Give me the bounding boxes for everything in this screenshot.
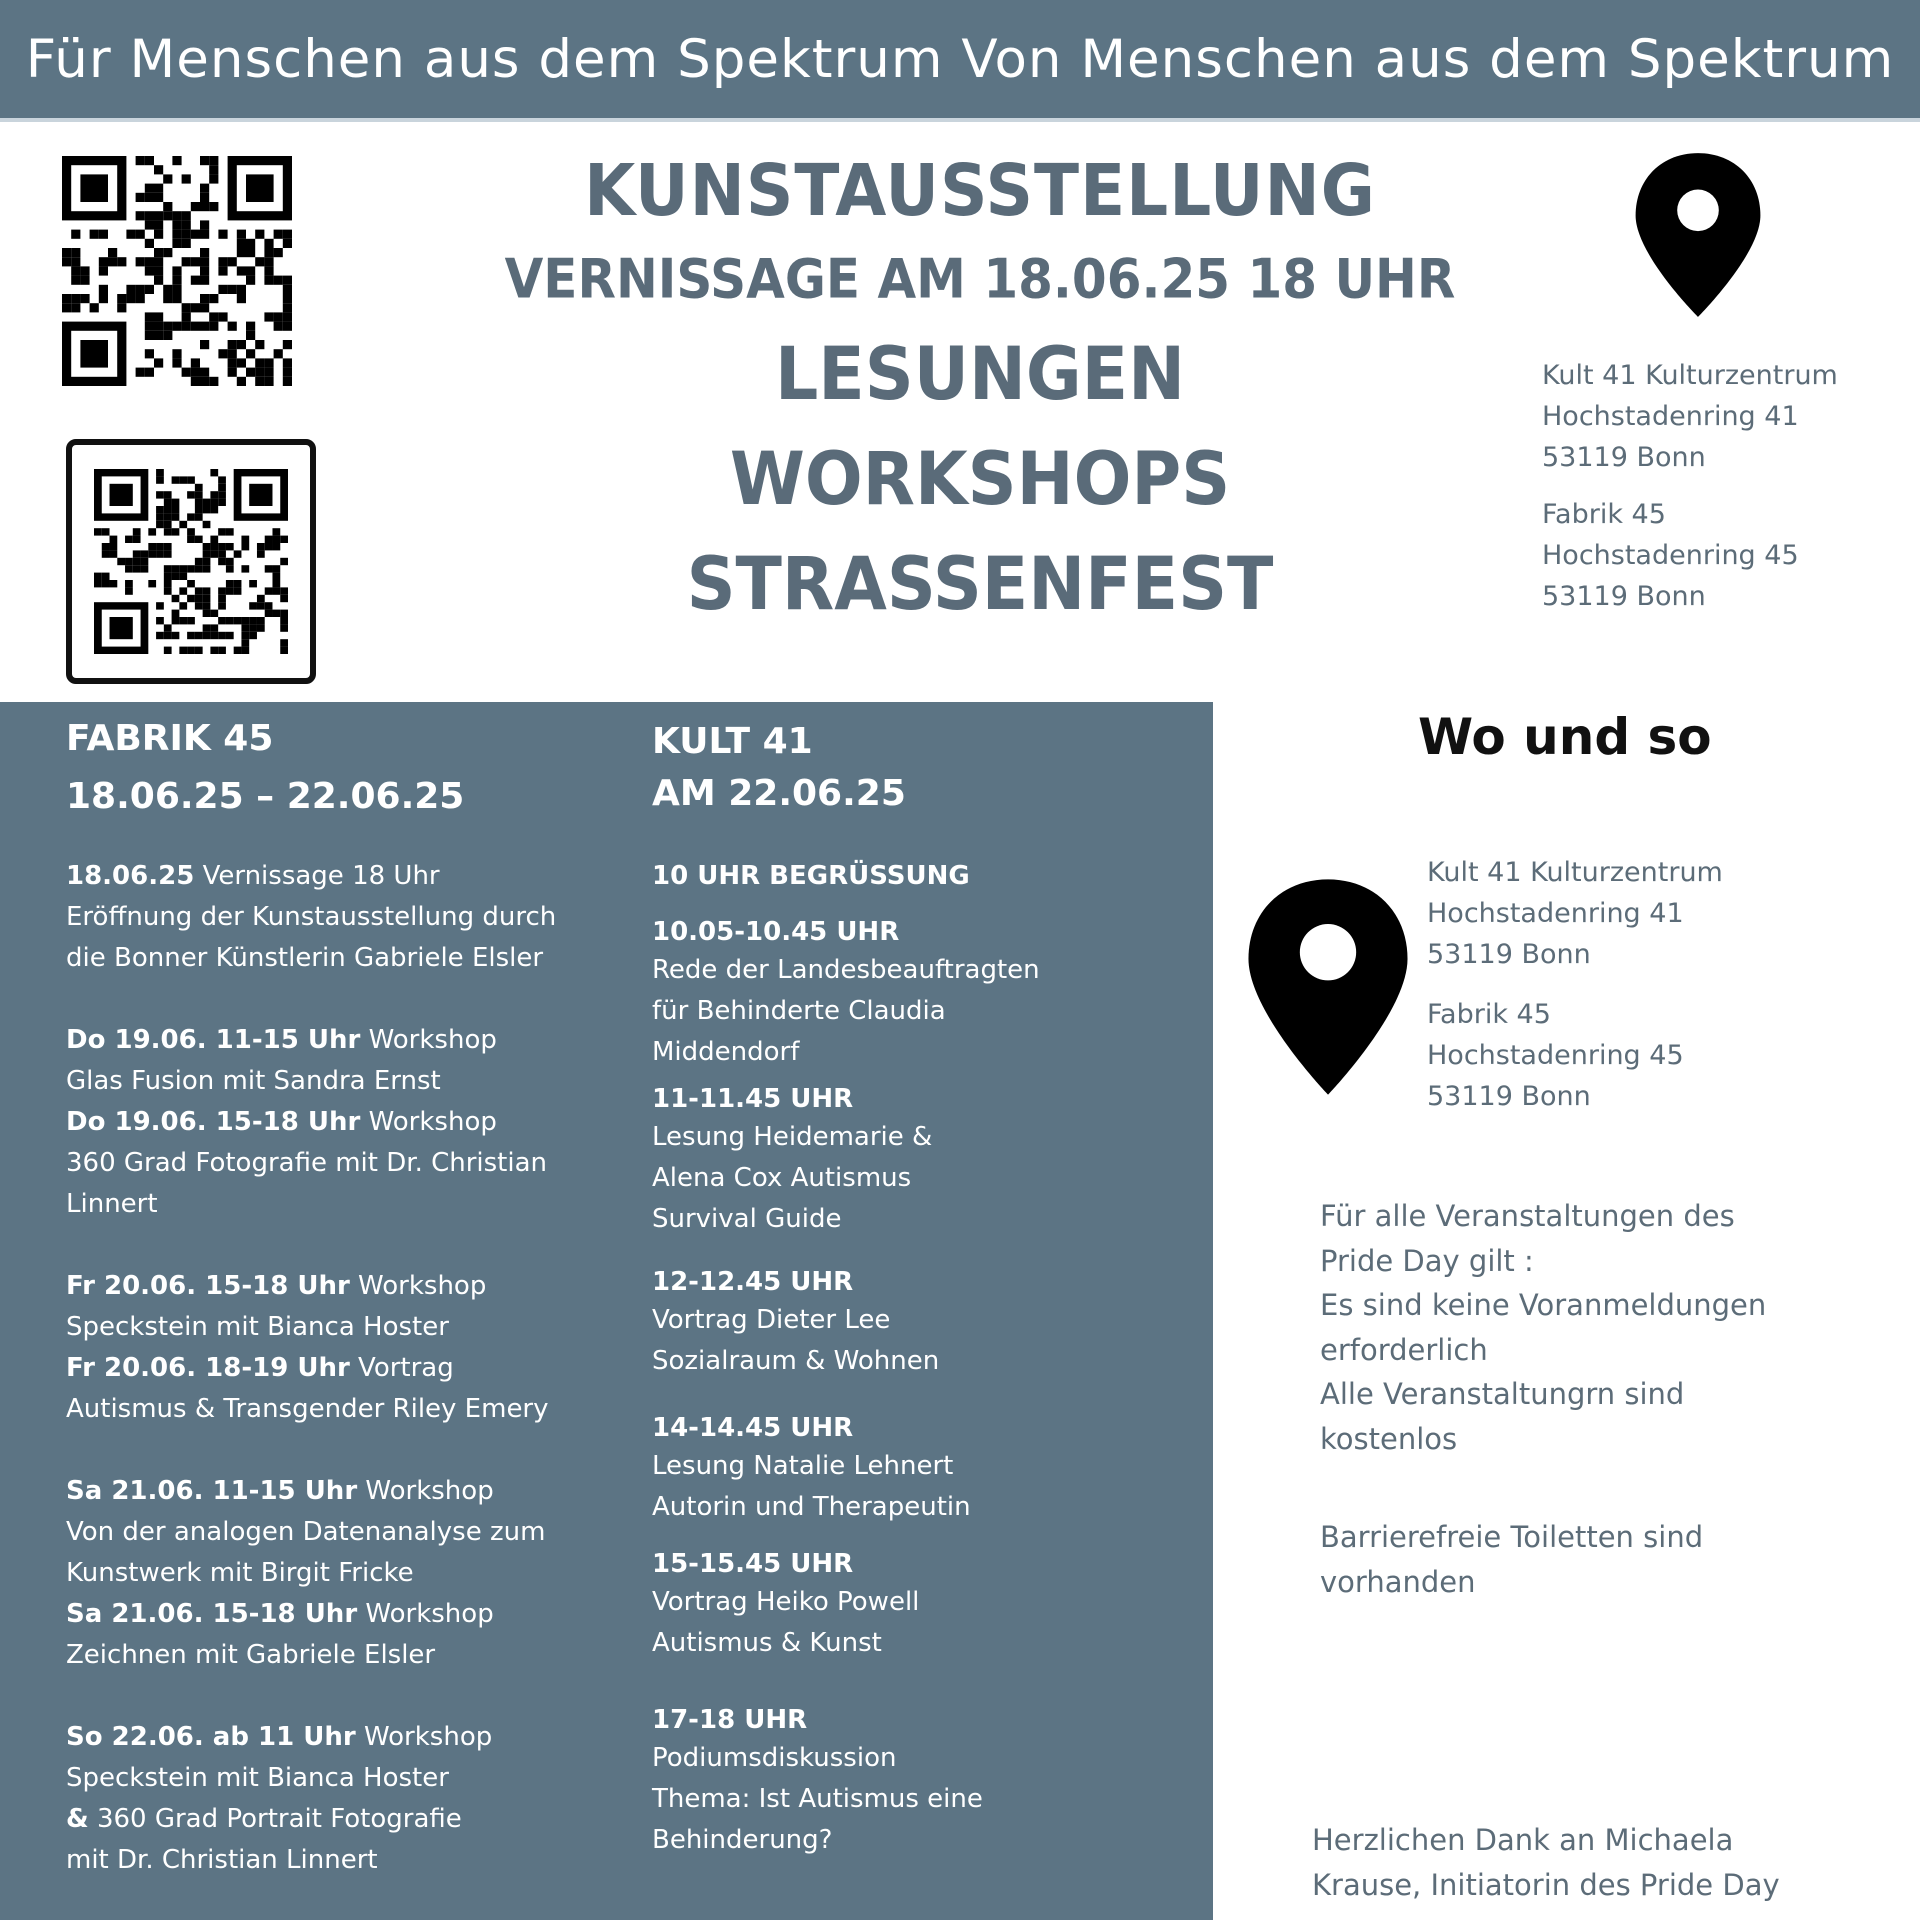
info-line: erforderlich — [1320, 1332, 1488, 1367]
event-entry: Do 19.06. 15-18 Uhr Workshop — [66, 1107, 497, 1137]
session-line: Lesung Natalie Lehnert — [652, 1451, 954, 1481]
session-line: für Behinderte Claudia — [652, 996, 946, 1026]
session-time: 12-12.45 UHR — [652, 1267, 854, 1297]
session-time: 17-18 UHR — [652, 1705, 808, 1735]
session-line: Behinderung? — [652, 1825, 833, 1855]
session-line: Survival Guide — [652, 1204, 842, 1234]
event-line: 360 Grad Fotografie mit Dr. Christian — [66, 1148, 548, 1178]
session-time: 14-14.45 UHR — [652, 1413, 854, 1443]
address-line: 53119 Bonn — [1542, 581, 1706, 612]
event-line: Glas Fusion mit Sandra Ernst — [66, 1066, 441, 1096]
event-line: Speckstein mit Bianca Hoster — [66, 1763, 449, 1793]
qr-code-icon[interactable] — [66, 439, 316, 684]
kult-schedule — [652, 716, 1192, 1861]
banner-title: Für Menschen aus dem Spektrum Von Menschen aus dem Spektrum — [25, 28, 1895, 90]
info-line: kostenlos — [1320, 1421, 1458, 1456]
event-line: Kunstwerk mit Birgit Fricke — [66, 1558, 414, 1588]
event-entry: Fr 20.06. 15-18 Uhr Workshop — [66, 1271, 487, 1301]
location-pin-icon — [1245, 876, 1411, 1098]
event-line: mit Dr. Christian Linnert — [66, 1845, 378, 1875]
info-line: Es sind keine Voranmeldungen — [1320, 1288, 1767, 1322]
kult-title: KULT 41 — [652, 721, 813, 762]
info-line: Alle Veranstaltungrn sind — [1320, 1377, 1685, 1411]
headline-strassenfest: STRASSENFEST — [686, 541, 1274, 628]
address-line: Kult 41 Kulturzentrum — [1427, 857, 1723, 888]
session-line: Sozialraum & Wohnen — [652, 1346, 940, 1376]
address-line: Kult 41 Kulturzentrum — [1542, 360, 1838, 391]
info-registration — [1320, 1194, 1766, 1461]
address-line: Hochstadenring 41 — [1427, 898, 1684, 929]
address-line: Fabrik 45 — [1542, 499, 1666, 530]
headline-workshops: WORKSHOPS — [729, 436, 1231, 523]
headline-vernissage: VERNISSAGE AM 18.06.25 18 UHR — [504, 247, 1456, 311]
event-line: Zeichnen mit Gabriele Elsler — [66, 1640, 436, 1670]
event-line: & 360 Grad Portrait Fotografie — [66, 1804, 462, 1834]
event-line: Autismus & Transgender Riley Emery — [66, 1394, 549, 1424]
wo-und-so-heading: Wo und so — [1418, 708, 1712, 766]
info-line: Herzlichen Dank an Michaela — [1312, 1823, 1734, 1857]
session-line: Thema: Ist Autismus eine — [652, 1784, 983, 1814]
address-line: Hochstadenring 45 — [1427, 1040, 1684, 1071]
fabrik-title: FABRIK 45 — [66, 718, 274, 759]
session-line: Rede der Landesbeauftragten — [652, 955, 1040, 985]
info-thanks — [1312, 1818, 1780, 1907]
info-line: vorhanden — [1320, 1564, 1476, 1599]
event-entry: Sa 21.06. 15-18 Uhr Workshop — [66, 1599, 494, 1629]
session-time: 11-11.45 UHR — [652, 1084, 854, 1114]
event-line: Speckstein mit Bianca Hoster — [66, 1312, 449, 1342]
address-line: 53119 Bonn — [1427, 939, 1591, 970]
qr-code-icon[interactable] — [62, 156, 292, 386]
kult-date: AM 22.06.25 — [652, 773, 906, 814]
info-toilets — [1320, 1515, 1703, 1604]
address-line: Hochstadenring 45 — [1542, 540, 1799, 571]
info-line: Krause, Initiatorin des Pride Day — [1312, 1867, 1780, 1902]
session-line: Lesung Heidemarie & — [652, 1122, 933, 1152]
info-line: Pride Day gilt : — [1320, 1243, 1534, 1278]
session-time: 10 UHR BEGRÜSSUNG — [652, 861, 970, 891]
session-line: Alena Cox Autismus — [652, 1163, 912, 1193]
event-entry: So 22.06. ab 11 Uhr Workshop — [66, 1722, 493, 1752]
event-line: die Bonner Künstlerin Gabriele Elsler — [66, 943, 544, 973]
session-time: 15-15.45 UHR — [652, 1549, 854, 1579]
location-pin-icon — [1633, 150, 1763, 320]
session-time: 10.05-10.45 UHR — [652, 917, 900, 947]
event-line: Eröffnung der Kunstausstellung durch — [66, 902, 557, 932]
fabrik-schedule — [66, 710, 586, 1881]
session-line: Autorin und Therapeutin — [652, 1492, 971, 1522]
event-entry: Sa 21.06. 11-15 Uhr Workshop — [66, 1476, 494, 1506]
session-line: Middendorf — [652, 1037, 800, 1067]
address-line: Fabrik 45 — [1427, 999, 1551, 1030]
event-entry: 18.06.25 Vernissage 18 Uhr — [66, 861, 440, 891]
session-line: Vortrag Dieter Lee — [652, 1305, 891, 1335]
address-line: 53119 Bonn — [1427, 1081, 1591, 1112]
session-line: Vortrag Heiko Powell — [652, 1587, 920, 1617]
info-line: Für alle Veranstaltungen des — [1320, 1199, 1735, 1233]
headline-kunstausstellung: KUNSTAUSSTELLUNG — [584, 148, 1376, 233]
session-line: Autismus & Kunst — [652, 1628, 882, 1658]
event-line: Linnert — [66, 1189, 158, 1219]
session-line: Podiumsdiskussion — [652, 1743, 897, 1773]
address-line: Hochstadenring 41 — [1542, 401, 1799, 432]
event-entry: Fr 20.06. 18-19 Uhr Vortrag — [66, 1353, 454, 1383]
info-line: Barrierefreie Toiletten sind — [1320, 1520, 1704, 1554]
top-banner — [0, 0, 1920, 122]
event-entry: Do 19.06. 11-15 Uhr Workshop — [66, 1025, 497, 1055]
headline-lesungen: LESUNGEN — [774, 331, 1186, 418]
address-line: 53119 Bonn — [1542, 442, 1706, 473]
fabrik-dates: 18.06.25 – 22.06.25 — [66, 776, 465, 817]
event-line: Von der analogen Datenanalyse zum — [66, 1517, 546, 1547]
address-block-top — [1542, 355, 1838, 617]
address-block-mid — [1427, 852, 1723, 1117]
